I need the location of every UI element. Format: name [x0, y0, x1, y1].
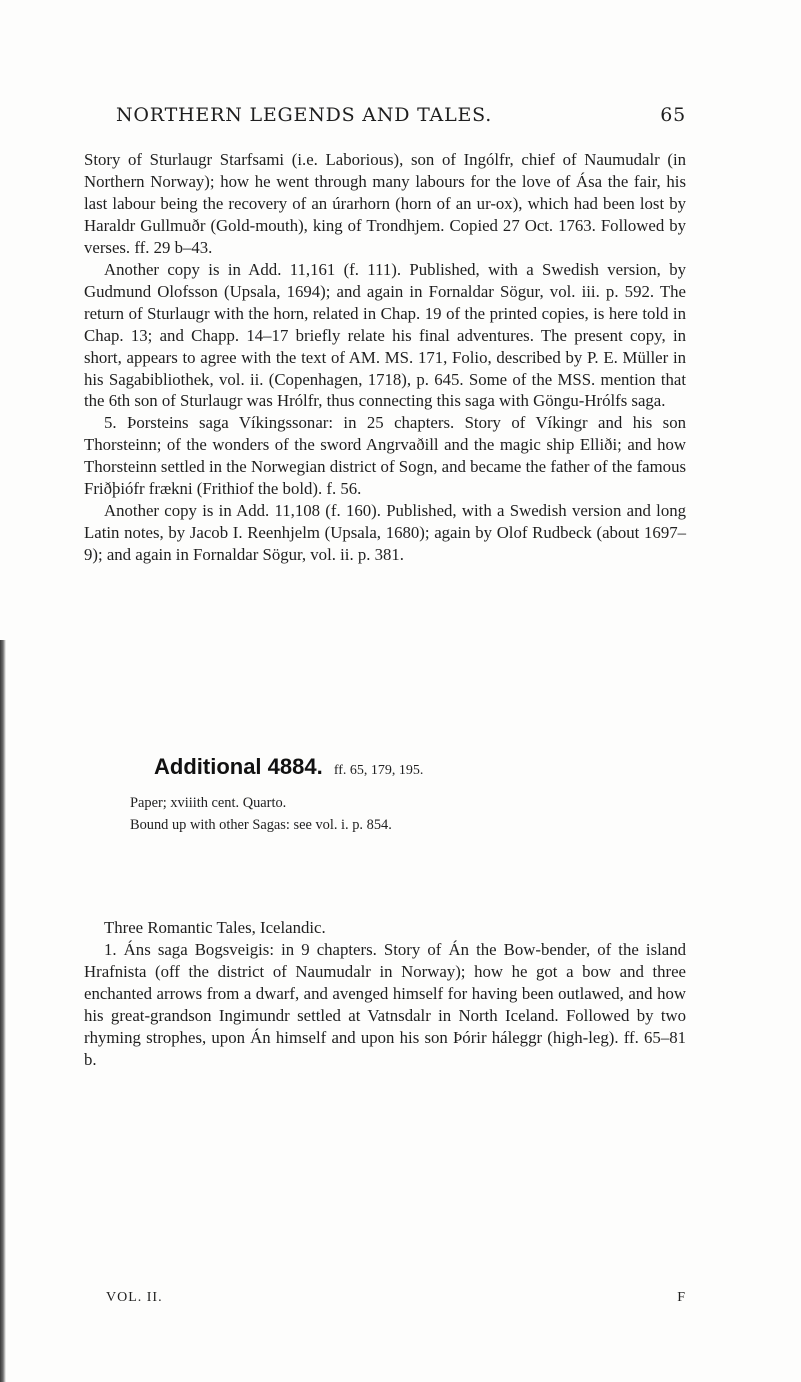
three-romantic-tales: [84, 917, 686, 1071]
manuscript-shelfmark: Additional 4884.: [154, 754, 323, 779]
section-title: Three Romantic Tales, Icelandic.: [104, 918, 326, 937]
page-header: [116, 104, 686, 134]
manuscript-binding-note: Bound up with other Sagas: see vol. i. p. 854.: [130, 817, 392, 833]
ans-saga-entry: 1. Áns saga Bogsveigis: in 9 chapters. Story of Án the Bow-bender, of the island Hrafnista (off the district of Naumudalr in Norway); how he got a bow and three enchanted arrows from a dwarf, and avenged himself for having been outlawed, and how his great-grandson Ingimundr settled at Vatnsdalr in North Iceland. Followed by two rhyming strophes, upon Án himself and upon his son Þórir háleggr (high-leg). ff. 65–81 b.: [84, 939, 686, 1069]
manuscript-heading: [154, 754, 423, 782]
page-number: 65: [660, 104, 686, 126]
running-head: NORTHERN LEGENDS AND TALES.: [116, 104, 493, 126]
manuscript-folios: ff. 65, 179, 195.: [333, 763, 424, 778]
thorsteins-saga-entry: 5. Þorsteins saga Víkingssonar: in 25 chapters. Story of Víkingr and his son Thorsteinn; of the wonders of the sword Angrvaðill and the magic ship Elliði; and how Thorsteinn settled in the Norwegian district of Sogn, and became the father of the famous Friðþiófr frækni (Frithiof the bold). f. 56.: [84, 413, 686, 499]
page-footer: [106, 1290, 686, 1310]
manuscript-material: Paper; xviiith cent. Quarto.: [130, 795, 287, 811]
catalogue-entries-continued: [84, 149, 686, 566]
volume-label: VOL. II.: [106, 1290, 163, 1305]
sturlaugr-description: Story of Sturlaugr Starfsami (i.e. Laborious), son of Ingólfr, chief of Naumudalr (in Northern Norway); how he went through many labours for the love of Ása the fair, his last labour being the recovery of an úrarhorn (horn of an ur-ox), which had been lost by Haraldr Gullmuðr (Gold-mouth), king of Trondhjem. Copied 27 Oct. 1763. Followed by verses. ff. 29 b–43.: [84, 150, 686, 257]
signature-mark: F: [677, 1290, 686, 1305]
scan-shadow-edge: [0, 640, 6, 1382]
sturlaugr-other-copies: Another copy is in Add. 11,161 (f. 111). Published, with a Swedish version, by Gudmund Olofsson (Upsala, 1694); and again in Fornaldar Sögur, vol. iii. p. 592. The return of Sturlaugr with the horn, related in Chap. 19 of the printed copies, is here told in Chap. 13; and Chapp. 14–17 briefly relate his final adventures. The present copy, in short, appears to agree with the text of AM. MS. 171, Folio, described by P. E. Müller in his Sagabibliothek, vol. ii. (Copenhagen, 1718), p. 645. Some of the MSS. mention that the 6th son of Sturlaugr was Hrólfr, thus connecting this saga with Göngu-Hrólfs saga.: [84, 259, 686, 411]
thorsteins-other-copies: Another copy is in Add. 11,108 (f. 160). Published, with a Swedish version and long Latin notes, by Jacob I. Reenhjelm (Upsala, 1680); again by Olof Rudbeck (about 1697–9); and again in Fornaldar Sögur, vol. ii. p. 381.: [84, 501, 686, 565]
